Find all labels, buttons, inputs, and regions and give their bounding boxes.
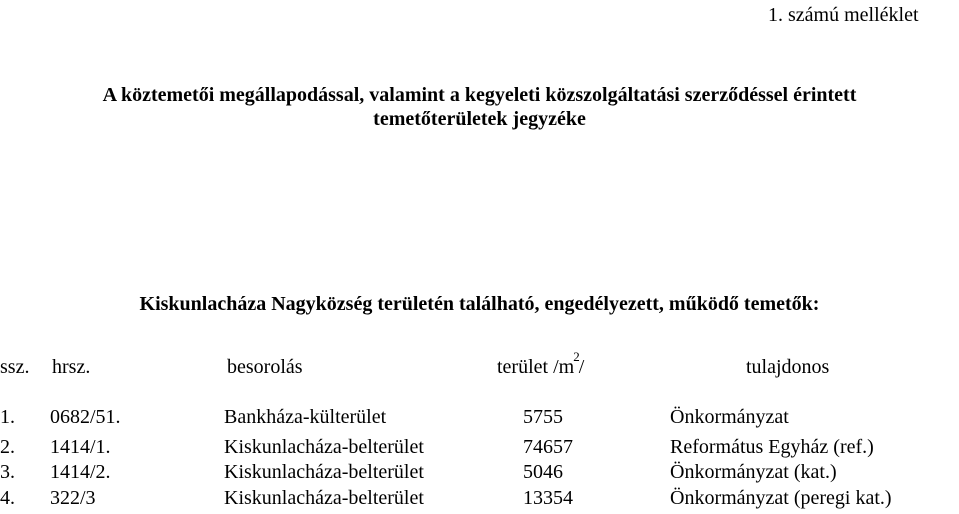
- cell-hrsz: 1414/2.: [50, 461, 111, 483]
- cell-ssz: 3.: [0, 461, 15, 483]
- cell-hrsz: 322/3: [50, 487, 96, 509]
- header-terulet-prefix: terület /m: [497, 356, 575, 378]
- cell-besorolas: Bankháza-külterület: [224, 406, 387, 428]
- header-terulet: [497, 349, 585, 379]
- document-title-line-2: temetőterületek jegyzéke: [373, 108, 586, 130]
- cell-terulet: 5755: [523, 406, 563, 428]
- cell-besorolas: Kiskunlacháza-belterület: [224, 461, 424, 483]
- cell-besorolas: Kiskunlacháza-belterület: [224, 436, 424, 458]
- header-ssz: ssz.: [0, 356, 30, 378]
- cell-ssz: 4.: [0, 487, 15, 509]
- cell-hrsz: 1414/1.: [50, 436, 111, 458]
- header-terulet-suffix: /: [578, 356, 585, 378]
- cell-ssz: 1.: [0, 406, 15, 428]
- cell-terulet: 74657: [523, 436, 573, 458]
- cell-besorolas: Kiskunlacháza-belterület: [224, 487, 424, 509]
- annex-label: 1. számú melléklet: [768, 4, 919, 26]
- document-title-line-1: A köztemetői megállapodással, valamint a kegyeleti közszolgáltatási szerződéssel érintett: [102, 84, 857, 106]
- cell-tulajdonos: Önkormányzat (kat.): [670, 461, 837, 483]
- cell-tulajdonos: Református Egyház (ref.): [670, 436, 874, 458]
- cell-tulajdonos: Önkormányzat (peregi kat.): [670, 487, 892, 509]
- section-subtitle: Kiskunlacháza Nagyközség területén található, engedélyezett, működő temetők:: [139, 293, 820, 315]
- cell-terulet: 13354: [523, 487, 573, 509]
- cell-ssz: 2.: [0, 436, 15, 458]
- cell-terulet: 5046: [523, 461, 563, 483]
- cell-tulajdonos: Önkormányzat: [670, 406, 789, 428]
- header-hrsz: hrsz.: [52, 356, 91, 378]
- header-tulajdonos: tulajdonos: [746, 356, 830, 378]
- header-besorolas: besorolás: [227, 356, 303, 378]
- cell-hrsz: 0682/51.: [50, 406, 121, 428]
- header-terulet-superscript: 2: [573, 349, 580, 364]
